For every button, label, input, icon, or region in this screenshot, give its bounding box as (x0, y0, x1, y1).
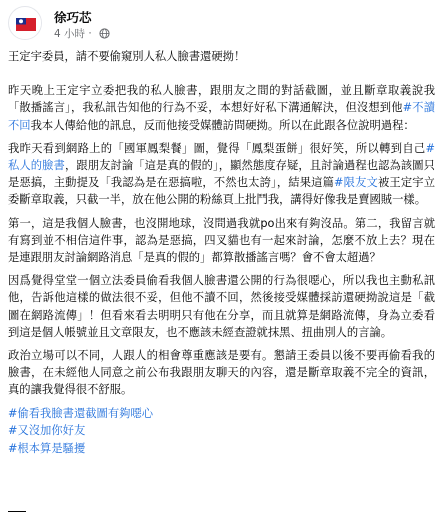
taiwan-flag-icon (9, 7, 42, 40)
post-body (8, 48, 435, 457)
post-time[interactable]: 4 小時 (54, 28, 86, 40)
hashtag-link[interactable]: #根本算是騷擾 (8, 441, 86, 455)
hashtag-link[interactable]: #又沒加你好友 (8, 424, 86, 438)
inline-hashtag-link[interactable]: #私人的臉書 (8, 141, 435, 173)
author-name[interactable]: 徐巧芯 (54, 10, 92, 25)
post-meta (54, 26, 110, 41)
inline-hashtag-link[interactable]: #限友文 (334, 176, 378, 190)
post-paragraph: 王定宇委員，請不要偷窺別人私人臉書還硬拗！ (8, 50, 246, 63)
post-paragraph: 第一，這是我個人臉書，也沒開地球，沒問過我就po出來有夠沒品。第二，我留言就有寫到並不相信這件事，認為是惡搞，四叉貓也有一起來討論，怎麼不放上去？現在是連跟朋友討論網路消息「是真的假的」都算散播謠言嗎？會不會太超過？ (8, 216, 435, 265)
post-paragraph: 因爲覺得堂堂一個立法委員偷看我個人臉書還公開的行為很噁心，所以我也主動私訊他，告訴他這樣的做法很不妥，但他不讀不回，然後接受媒體採訪還硬拗說這是「截圖在網路流傳」！但看來看去明明只有他在分享，而且就算是網路流傳，身為立委看到這是個人帳號並且文章限友，也不應該未經查證就抹黑、扭曲別人的言論。 (8, 274, 435, 339)
globe-icon (99, 28, 110, 39)
post-paragraph: 我昨天看到網路上的「國軍鳳梨餐」圖，覺得「鳳梨蛋餅」很好笑，所以轉到自己#私人的臉書，跟朋友討論「這是真的假的」，顯然態度存疑，且討論過程也認為該圖只是惡搞，主動提及「我認為是在惡搞啦，不然也太誇」，結果這篇#限友文被王定宇立委斷章取義，只截一半，放在他公開的粉絲頁上批鬥我，講得好像我是賣國賊一樣。 (8, 141, 435, 207)
inline-hashtag-link[interactable]: #不讀不回 (8, 101, 435, 132)
post-paragraph: 政治立場可以不同，人跟人的相會尊重應該是要有。懇請王委員以後不要再偷看我的臉書，在未經他人同意之前公布我跟朋友聊天的內容，還是斷章取義不完全的資訊，真的讓我覺得很不舒服。 (8, 349, 435, 397)
avatar[interactable] (8, 6, 42, 40)
post-paragraph: 昨天晚上王定宇立委把我的私人臉書，跟朋友之間的對話截圖，並且斷章取義說我「散播謠言」，我私訊告知他的行為不妥，本想好好私下溝通解決，但沒想到他#不讀不回我本人傳給他的訊息，反而他接受媒體訪問硬拗。所以在此跟各位說明過程： (8, 84, 435, 132)
divider (8, 511, 26, 512)
hashtag-list (8, 405, 435, 458)
post-header (8, 6, 433, 42)
meta-separator: · (88, 27, 92, 40)
hashtag-link[interactable]: #偷看我臉書還截圖有夠噁心 (8, 406, 154, 420)
